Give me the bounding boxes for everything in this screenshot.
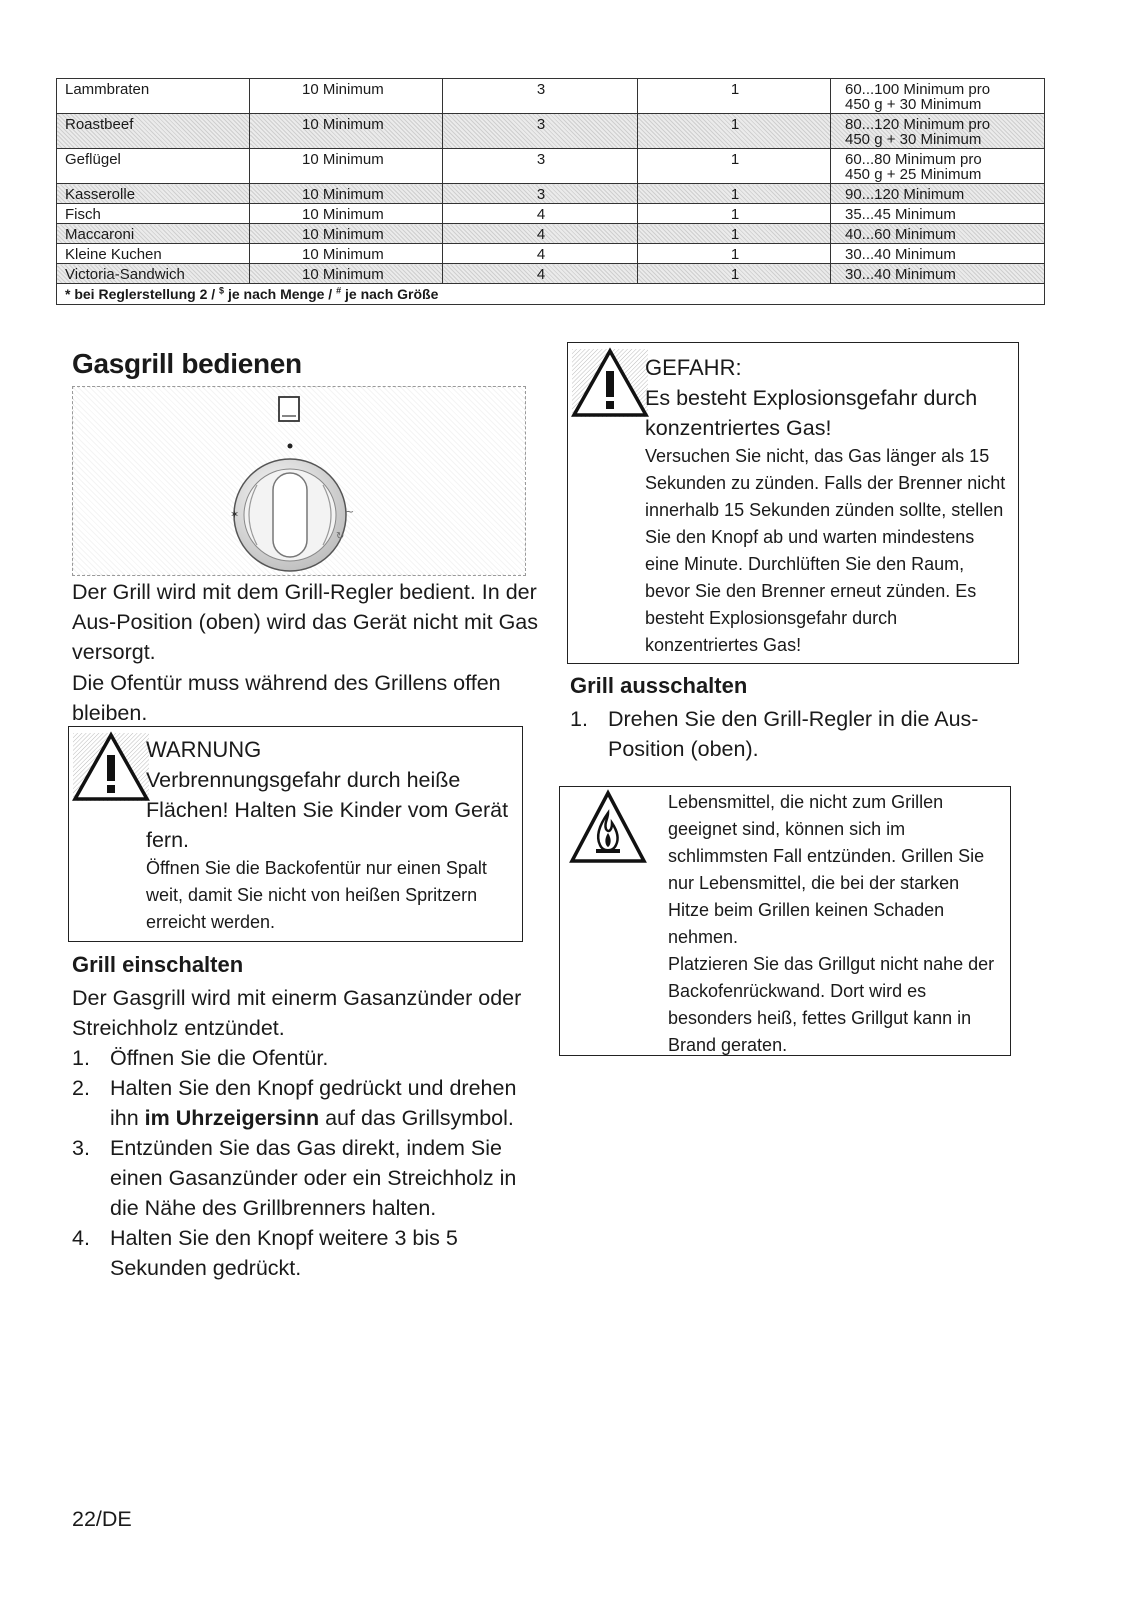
- table-cell-time: 10 Minimum: [250, 114, 443, 149]
- grill-on-intro: Der Gasgrill wird mit einerm Gasanzünder oder Streichholz entzündet.: [72, 986, 522, 1040]
- table-cell-time: 10 Minimum: [250, 149, 443, 184]
- fire-note-text-2: Platzieren Sie das Grillgut nicht nahe der Backofenrückwand. Dort wird es besonders heiß, fettes Grillgut kann in Brand geraten.: [668, 954, 995, 1055]
- table-cell-food: Victoria-Sandwich: [57, 264, 250, 284]
- svg-text:~: ~: [345, 505, 355, 518]
- table-footnote: * bei Reglerstellung 2 / $ je nach Menge / # je nach Größe: [57, 284, 1045, 305]
- table-cell-duration: [831, 114, 1045, 149]
- table-cell-food: Fisch: [57, 204, 250, 224]
- table-cell-time: 10 Minimum: [250, 264, 443, 284]
- warning-box: [68, 726, 523, 942]
- table-row: [57, 264, 1045, 284]
- table-cell-time: 10 Minimum: [250, 244, 443, 264]
- duration-line-2: 450 g + 30 Minimum: [845, 131, 982, 148]
- table-cell-shelf: 4: [443, 204, 638, 224]
- list-item: 3. Entzünden Sie das Gas direkt, indem Sie einen Gasanzünder oder ein Streichholz in die Nähe des Grillbrenners halten.: [72, 1136, 517, 1220]
- table-row: [57, 224, 1045, 244]
- table-row: [57, 244, 1045, 264]
- table-row: [57, 79, 1045, 114]
- list-item: 1. Öffnen Sie die Ofentür.: [72, 1046, 329, 1070]
- duration-line-1: 30...40 Minimum: [845, 246, 956, 263]
- warning-detail-text: Öffnen Sie die Backofentür nur einen Spalt weit, damit Sie nicht von heißen Spritzern erreicht werden.: [146, 858, 487, 932]
- table-cell-shelf: 3: [443, 149, 638, 184]
- table-cell-grill: 1: [638, 264, 831, 284]
- table-row: [57, 149, 1045, 184]
- warning-main-text: Verbrennungsgefahr durch heiße Flächen! Halten Sie Kinder vom Gerät fern.: [146, 768, 509, 852]
- cooking-table: [56, 78, 1045, 305]
- table-cell-food: Geflügel: [57, 149, 250, 184]
- duration-line-1: 90...120 Minimum: [845, 186, 965, 203]
- table-cell-shelf: 4: [443, 224, 638, 244]
- list-item: 4. Halten Sie den Knopf weitere 3 bis 5 Sekunden gedrückt.: [72, 1226, 458, 1280]
- danger-box: [567, 342, 1019, 664]
- list-item: 1. Drehen Sie den Grill-Regler in die Aus-Position (oben).: [570, 707, 979, 761]
- fire-warning-icon: [568, 789, 648, 865]
- table-cell-duration: [831, 264, 1045, 284]
- fire-note-box: [559, 786, 1011, 1056]
- duration-line-2: 450 g + 30 Minimum: [845, 96, 982, 113]
- table-cell-food: Roastbeef: [57, 114, 250, 149]
- table-cell-grill: 1: [638, 79, 831, 114]
- section-para-2: Die Ofentür muss während des Grillens offen bleiben.: [72, 671, 501, 725]
- section-para-1: Der Grill wird mit dem Grill-Regler bedient. In der Aus-Position (oben) wird das Gerät nicht mit Gas versorgt.: [72, 580, 539, 664]
- table-cell-grill: 1: [638, 114, 831, 149]
- table-cell-grill: 1: [638, 184, 831, 204]
- table-cell-shelf: 3: [443, 184, 638, 204]
- duration-line-1: 80...120 Minimum pro: [845, 116, 991, 133]
- danger-triangle-icon: [570, 347, 650, 419]
- table-cell-duration: [831, 204, 1045, 224]
- duration-line-1: 60...100 Minimum pro: [845, 81, 991, 98]
- danger-detail-text: Versuchen Sie nicht, das Gas länger als 15 Sekunden zu zünden. Falls der Brenner nicht innerhalb 15 Sekunden zünden sollte, stellen Sie den Knopf ab und warten mindestens eine Minute. Durchlüften Sie den Raum, bevor Sie den Brenner erneut zünden. Es besteht Explosionsgefahr durch konzentriertes Gas!: [645, 446, 1006, 655]
- table-cell-shelf: 3: [443, 79, 638, 114]
- table-cell-grill: 1: [638, 244, 831, 264]
- table-cell-shelf: 4: [443, 244, 638, 264]
- table-cell-shelf: 3: [443, 114, 638, 149]
- table-cell-duration: [831, 244, 1045, 264]
- duration-line-1: 40...60 Minimum: [845, 226, 956, 243]
- grill-off-title: Grill ausschalten: [570, 673, 748, 698]
- table-cell-grill: 1: [638, 204, 831, 224]
- section-title: Gasgrill bedienen: [72, 348, 302, 379]
- danger-main-text: Es besteht Explosionsgefahr durch konzentriertes Gas!: [645, 386, 978, 440]
- grill-knob-illustration: [72, 386, 526, 576]
- table-cell-food: Kleine Kuchen: [57, 244, 250, 264]
- grill-off-steps: [570, 704, 990, 764]
- table-cell-food: Maccaroni: [57, 224, 250, 244]
- table-row: [57, 184, 1045, 204]
- danger-label: GEFAHR:: [645, 355, 742, 380]
- table-cell-duration: [831, 79, 1045, 114]
- grill-on-title: Grill einschalten: [72, 952, 244, 977]
- grill-knob-icon: [73, 387, 525, 575]
- table-cell-shelf: 4: [443, 264, 638, 284]
- duration-line-1: 35...45 Minimum: [845, 206, 956, 223]
- table-cell-time: 10 Minimum: [250, 204, 443, 224]
- duration-line-1: 60...80 Minimum pro: [845, 151, 982, 168]
- table-cell-time: 10 Minimum: [250, 184, 443, 204]
- fire-note-text-1: Lebensmittel, die nicht zum Grillen geeignet sind, können sich im schlimmsten Fall entzünden. Grillen Sie nur Lebensmittel, die bei der starken Hitze beim Grillen keinen Schaden nehmen.: [668, 792, 985, 947]
- table-cell-grill: 1: [638, 149, 831, 184]
- table-cell-duration: [831, 184, 1045, 204]
- warning-triangle-icon: [71, 731, 151, 803]
- svg-text:↻: ↻: [336, 531, 345, 542]
- table-cell-food: Lammbraten: [57, 79, 250, 114]
- table-cell-duration: [831, 149, 1045, 184]
- duration-line-1: 30...40 Minimum: [845, 266, 956, 283]
- table-cell-duration: [831, 224, 1045, 244]
- grill-on-steps: [72, 1043, 542, 1283]
- list-item: 2. Halten Sie den Knopf gedrückt und drehen ihn im Uhrzeigersinn auf das Grillsymbol.: [72, 1076, 517, 1130]
- table-cell-time: 10 Minimum: [250, 79, 443, 114]
- svg-text:✶: ✶: [230, 508, 240, 521]
- table-row: [57, 114, 1045, 149]
- duration-line-2: 450 g + 25 Minimum: [845, 166, 982, 183]
- warning-label: WARNUNG: [146, 737, 262, 762]
- table-cell-grill: 1: [638, 224, 831, 244]
- table-cell-food: Kasserolle: [57, 184, 250, 204]
- table-cell-time: 10 Minimum: [250, 224, 443, 244]
- page-number: 22/DE: [72, 1507, 132, 1531]
- table-row: [57, 204, 1045, 224]
